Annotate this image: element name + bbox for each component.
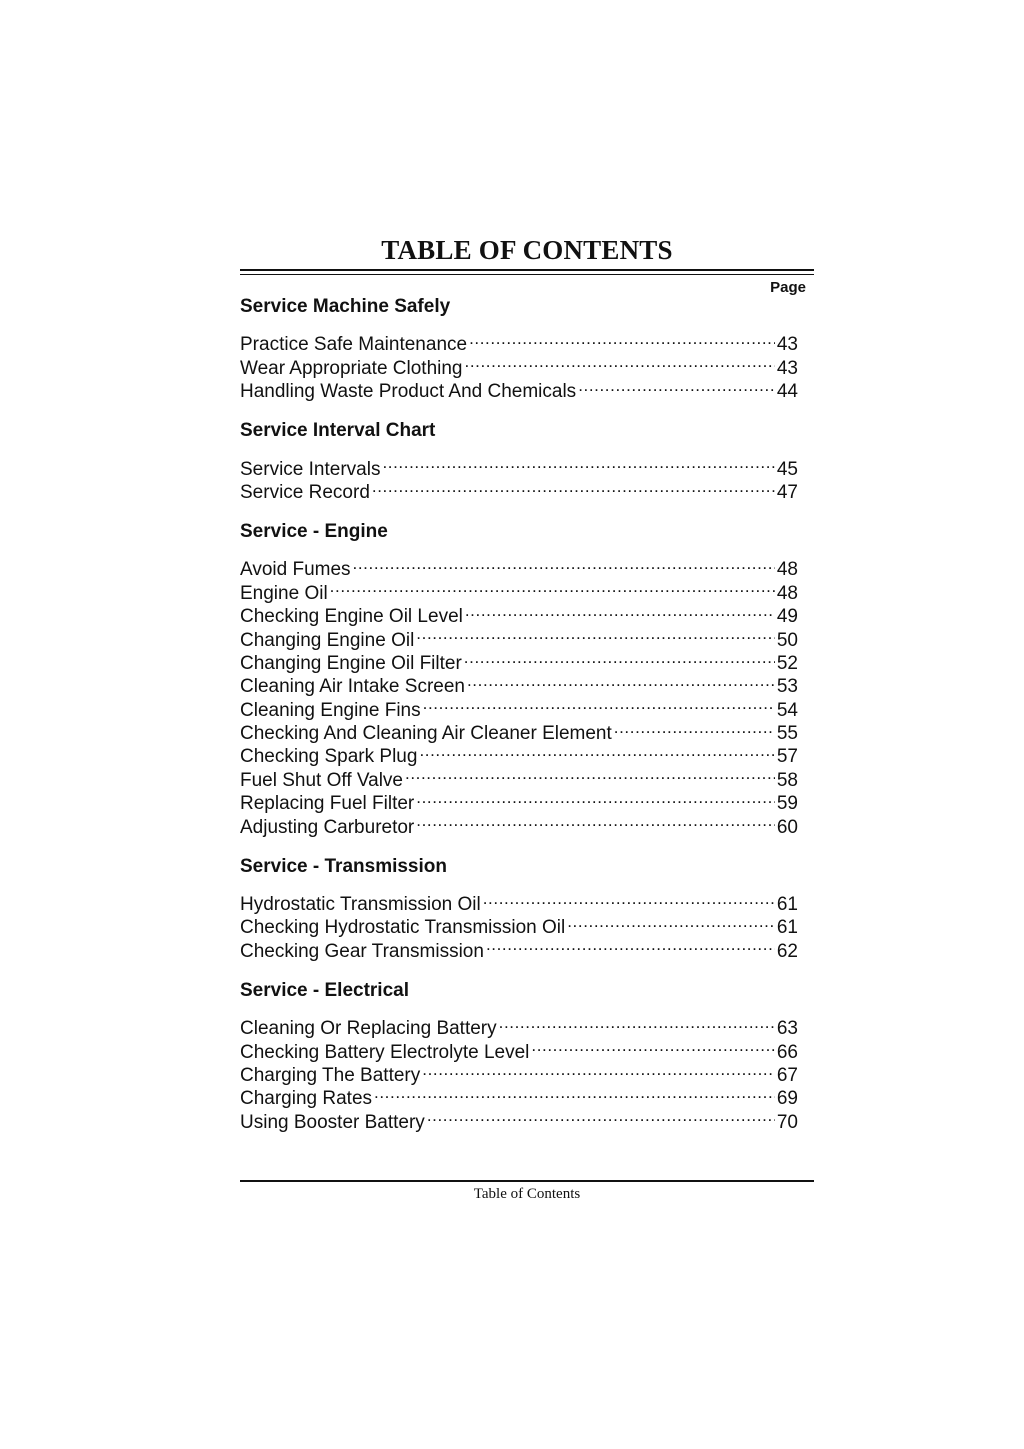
entry-page: 45 [776, 458, 798, 480]
toc-entry[interactable] [240, 451, 798, 480]
entry-label: Handling Waste Product And Chemicals [240, 381, 577, 403]
dot-leader [423, 692, 775, 715]
dot-leader [416, 786, 775, 809]
entry-label: Changing Engine Oil [240, 629, 415, 651]
entry-label: Adjusting Carburetor [240, 816, 415, 838]
title-divider [240, 269, 814, 275]
page-column-label: Page [770, 279, 806, 296]
entry-page: 61 [776, 894, 798, 916]
dot-leader [419, 739, 774, 762]
entry-page: 57 [776, 746, 798, 768]
toc-entry[interactable] [240, 887, 798, 916]
dot-leader [614, 716, 775, 739]
entry-label: Cleaning Air Intake Screen [240, 676, 465, 698]
entry-page: 66 [776, 1041, 798, 1063]
toc-list [240, 295, 798, 1133]
toc-section [240, 855, 798, 962]
dot-leader [486, 933, 775, 956]
dot-leader [353, 552, 775, 575]
dot-leader [469, 327, 775, 350]
entry-page: 54 [776, 699, 798, 721]
entry-page: 48 [776, 559, 798, 581]
entry-label: Service Record [240, 481, 370, 503]
section-title: Service Interval Chart [240, 420, 436, 442]
entry-label: Changing Engine Oil Filter [240, 652, 462, 674]
section-title: Service - Transmission [240, 855, 447, 877]
page-title: TABLE OF CONTENTS [381, 235, 673, 265]
section-title: Service - Engine [240, 520, 388, 542]
toc-entry[interactable] [240, 327, 798, 356]
entry-label: Hydrostatic Transmission Oil [240, 894, 481, 916]
entry-page: 53 [776, 676, 798, 698]
toc-page [240, 233, 814, 1150]
entry-page: 61 [776, 917, 798, 939]
dot-leader [464, 646, 775, 669]
footer-divider [240, 1180, 814, 1182]
toc-entry[interactable] [240, 1011, 798, 1040]
section-title: Service - Electrical [240, 979, 409, 1001]
dot-leader [330, 575, 775, 598]
entry-page: 67 [776, 1064, 798, 1086]
entry-label: Wear Appropriate Clothing [240, 357, 463, 379]
entry-label: Cleaning Or Replacing Battery [240, 1018, 497, 1040]
toc-section [240, 419, 798, 503]
entry-page: 47 [776, 481, 798, 503]
entry-page: 59 [776, 793, 798, 815]
dot-leader [374, 1081, 775, 1104]
section-title: Service Machine Safely [240, 296, 451, 317]
dot-leader [499, 1011, 775, 1034]
dot-leader [372, 475, 775, 498]
entry-label: Checking Hydrostatic Transmission Oil [240, 917, 566, 939]
entry-label: Service Intervals [240, 458, 381, 480]
toc-section [240, 520, 798, 838]
dot-leader [465, 599, 775, 622]
toc-section [240, 295, 798, 403]
entry-page: 52 [776, 652, 798, 674]
dot-leader [422, 1058, 775, 1081]
dot-leader [483, 887, 775, 910]
dot-leader [567, 910, 775, 933]
entry-page: 48 [776, 582, 798, 604]
entry-label: Avoid Fumes [240, 559, 351, 581]
entry-page: 63 [776, 1018, 798, 1040]
entry-label: Using Booster Battery [240, 1111, 425, 1133]
entry-page: 43 [776, 334, 798, 356]
dot-leader [405, 762, 775, 785]
dot-leader [427, 1104, 775, 1127]
dot-leader [382, 451, 774, 474]
page-footer: Table of Contents [473, 1186, 581, 1202]
entry-page: 55 [776, 723, 798, 745]
entry-label: Checking And Cleaning Air Cleaner Element [240, 723, 612, 745]
entry-page: 50 [776, 629, 798, 651]
entry-label: Fuel Shut Off Valve [240, 769, 403, 791]
dot-leader [531, 1034, 774, 1057]
dot-leader [416, 622, 775, 645]
entry-label: Charging The Battery [240, 1064, 421, 1086]
dot-leader [467, 669, 775, 692]
entry-label: Replacing Fuel Filter [240, 793, 415, 815]
entry-label: Engine Oil [240, 582, 328, 604]
toc-entry[interactable] [240, 552, 798, 581]
entry-label: Checking Spark Plug [240, 746, 418, 768]
entry-label: Cleaning Engine Fins [240, 699, 421, 721]
dot-leader [465, 350, 775, 373]
entry-page: 58 [776, 769, 798, 791]
entry-label: Checking Gear Transmission [240, 940, 484, 962]
entry-page: 43 [776, 357, 798, 379]
toc-section [240, 979, 798, 1133]
entry-page: 44 [776, 381, 798, 403]
entry-page: 70 [776, 1111, 798, 1133]
dot-leader [578, 374, 775, 397]
entry-page: 49 [776, 606, 798, 628]
entry-page: 69 [776, 1088, 798, 1110]
entry-page: 60 [776, 816, 798, 838]
entry-label: Charging Rates [240, 1088, 373, 1110]
dot-leader [416, 809, 775, 832]
entry-page: 62 [776, 940, 798, 962]
entry-label: Checking Battery Electrolyte Level [240, 1041, 530, 1063]
entry-label: Practice Safe Maintenance [240, 334, 468, 356]
entry-label: Checking Engine Oil Level [240, 606, 463, 628]
